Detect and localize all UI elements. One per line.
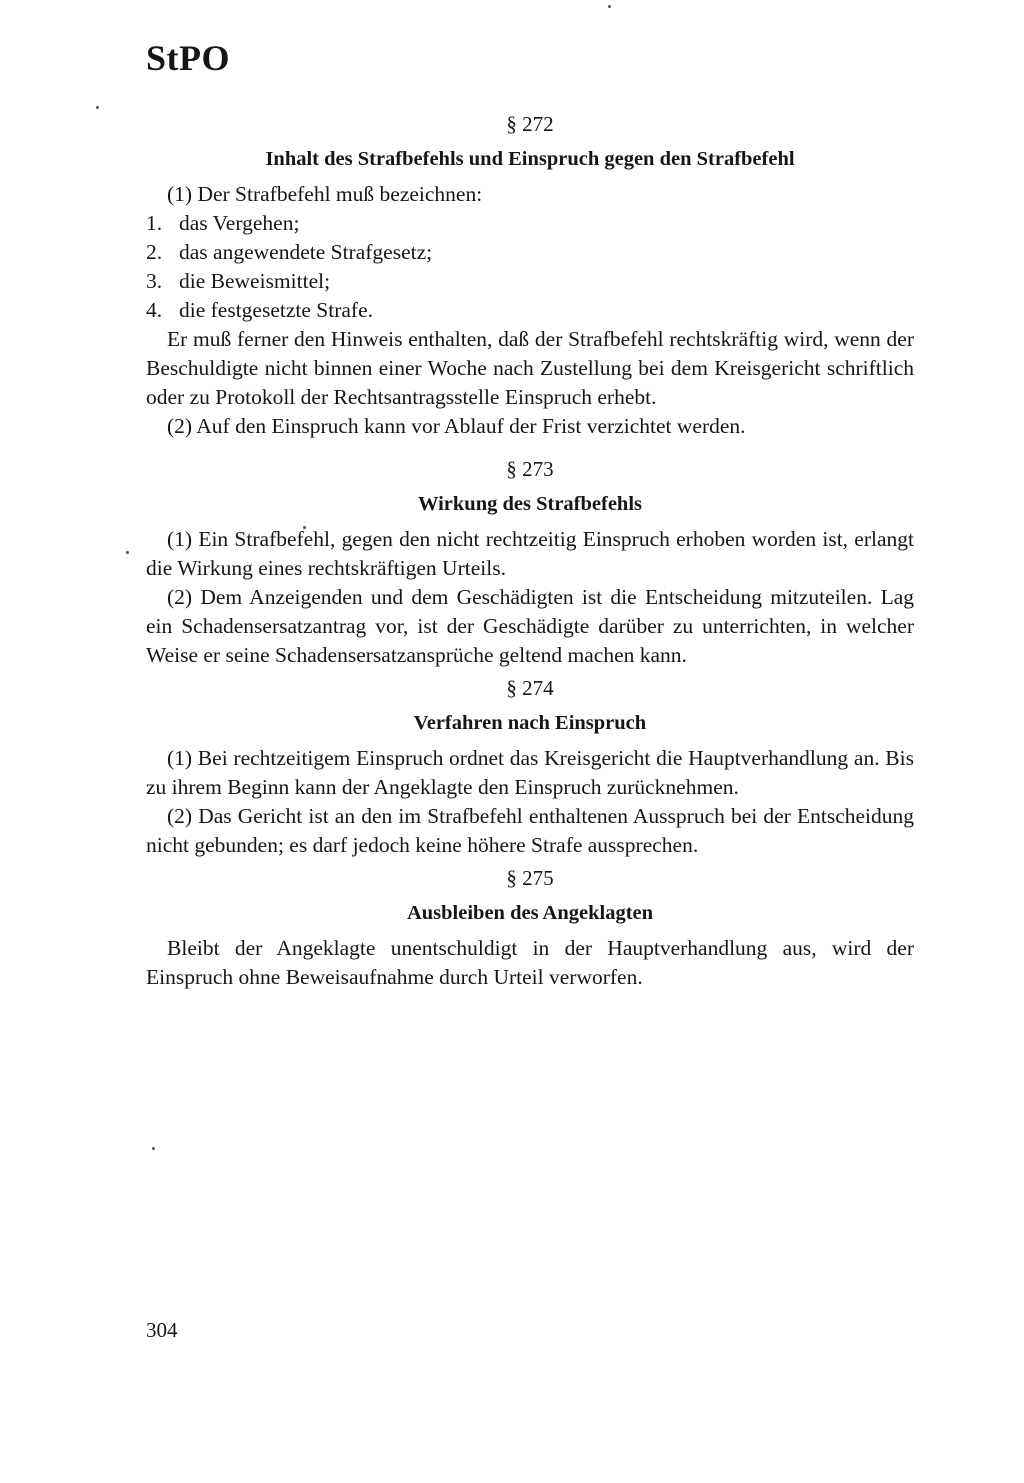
scan-speck <box>126 551 129 554</box>
body-text <box>146 110 914 992</box>
paragraph: (2) Das Gericht ist an den im Strafbefehl enthaltenen Ausspruch bei der Entscheidung nicht gebunden; es darf jedoch keine höhere Strafe aussprechen. <box>146 804 914 857</box>
list-item-number: 2. <box>146 240 163 264</box>
section-number: § 274 <box>506 676 554 700</box>
list-item <box>146 296 914 325</box>
section-273 <box>146 455 914 670</box>
list-item-number: 3. <box>146 269 163 293</box>
list-item-text: das angewendete Strafgesetz; <box>179 240 433 264</box>
list-item-text: die festgesetzte Strafe. <box>179 298 374 322</box>
scan-speck <box>96 106 99 109</box>
paragraph: (1) Der Strafbefehl muß bezeichnen: <box>167 182 483 206</box>
list-item <box>146 209 914 238</box>
section-title: Ausbleiben des Angeklagten <box>406 902 654 924</box>
enumerated-list <box>146 209 914 325</box>
section-title: Verfahren nach Einspruch <box>413 712 647 734</box>
section-number: § 275 <box>506 866 554 890</box>
scan-speck <box>608 5 611 8</box>
section-275 <box>146 864 914 992</box>
list-item-number: 4. <box>146 298 163 322</box>
section-number: § 273 <box>506 457 554 481</box>
paragraph: Er muß ferner den Hinweis enthalten, daß der Strafbefehl rechtskräftig wird, wenn der Beschuldigte nicht binnen einer Woche nach Zustellung bei dem Kreisgericht schriftlich oder zu Protokoll der Rechtsantragsstelle Einspruch erhebt. <box>146 327 914 409</box>
paragraph: (2) Auf den Einspruch kann vor Ablauf der Frist verzichtet werden. <box>167 414 746 438</box>
section-title: Wirkung des Strafbefehls <box>417 493 642 515</box>
list-item-number: 1. <box>146 211 163 235</box>
running-head: StPO <box>146 38 231 78</box>
section-272 <box>146 110 914 441</box>
scan-speck <box>152 1147 155 1150</box>
paragraph: (1) Bei rechtzeitigem Einspruch ordnet das Kreisgericht die Hauptverhandlung an. Bis zu ihrem Beginn kann der Angeklagte den Einspruch zurücknehmen. <box>146 746 914 799</box>
list-item-text: die Beweismittel; <box>179 269 331 293</box>
list-item-text: das Vergehen; <box>179 211 300 235</box>
paragraph: (2) Dem Anzeigenden und dem Geschädigten ist die Entscheidung mitzuteilen. Lag ein Schadensersatzantrag vor, ist der Geschädigte darüber zu unterrichten, in welcher Weise er seine Schadensersatzansprüche geltend machen kann. <box>146 585 914 667</box>
paragraph: (1) Ein Strafbefehl, gegen den nicht rechtzeitig Einspruch erhoben worden ist, erlangt die Wirkung eines rechtskräftigen Urteils. <box>146 527 914 580</box>
section-number: § 272 <box>506 112 554 136</box>
paragraph: Bleibt der Angeklagte unentschuldigt in der Hauptverhandlung aus, wird der Einspruch ohne Beweisaufnahme durch Urteil verworfen. <box>146 936 914 989</box>
page-number: 304 <box>146 1318 178 1342</box>
list-item <box>146 238 914 267</box>
list-item <box>146 267 914 296</box>
section-title: Inhalt des Strafbefehls und Einspruch gegen den Strafbefehl <box>265 148 795 170</box>
section-274 <box>146 674 914 860</box>
